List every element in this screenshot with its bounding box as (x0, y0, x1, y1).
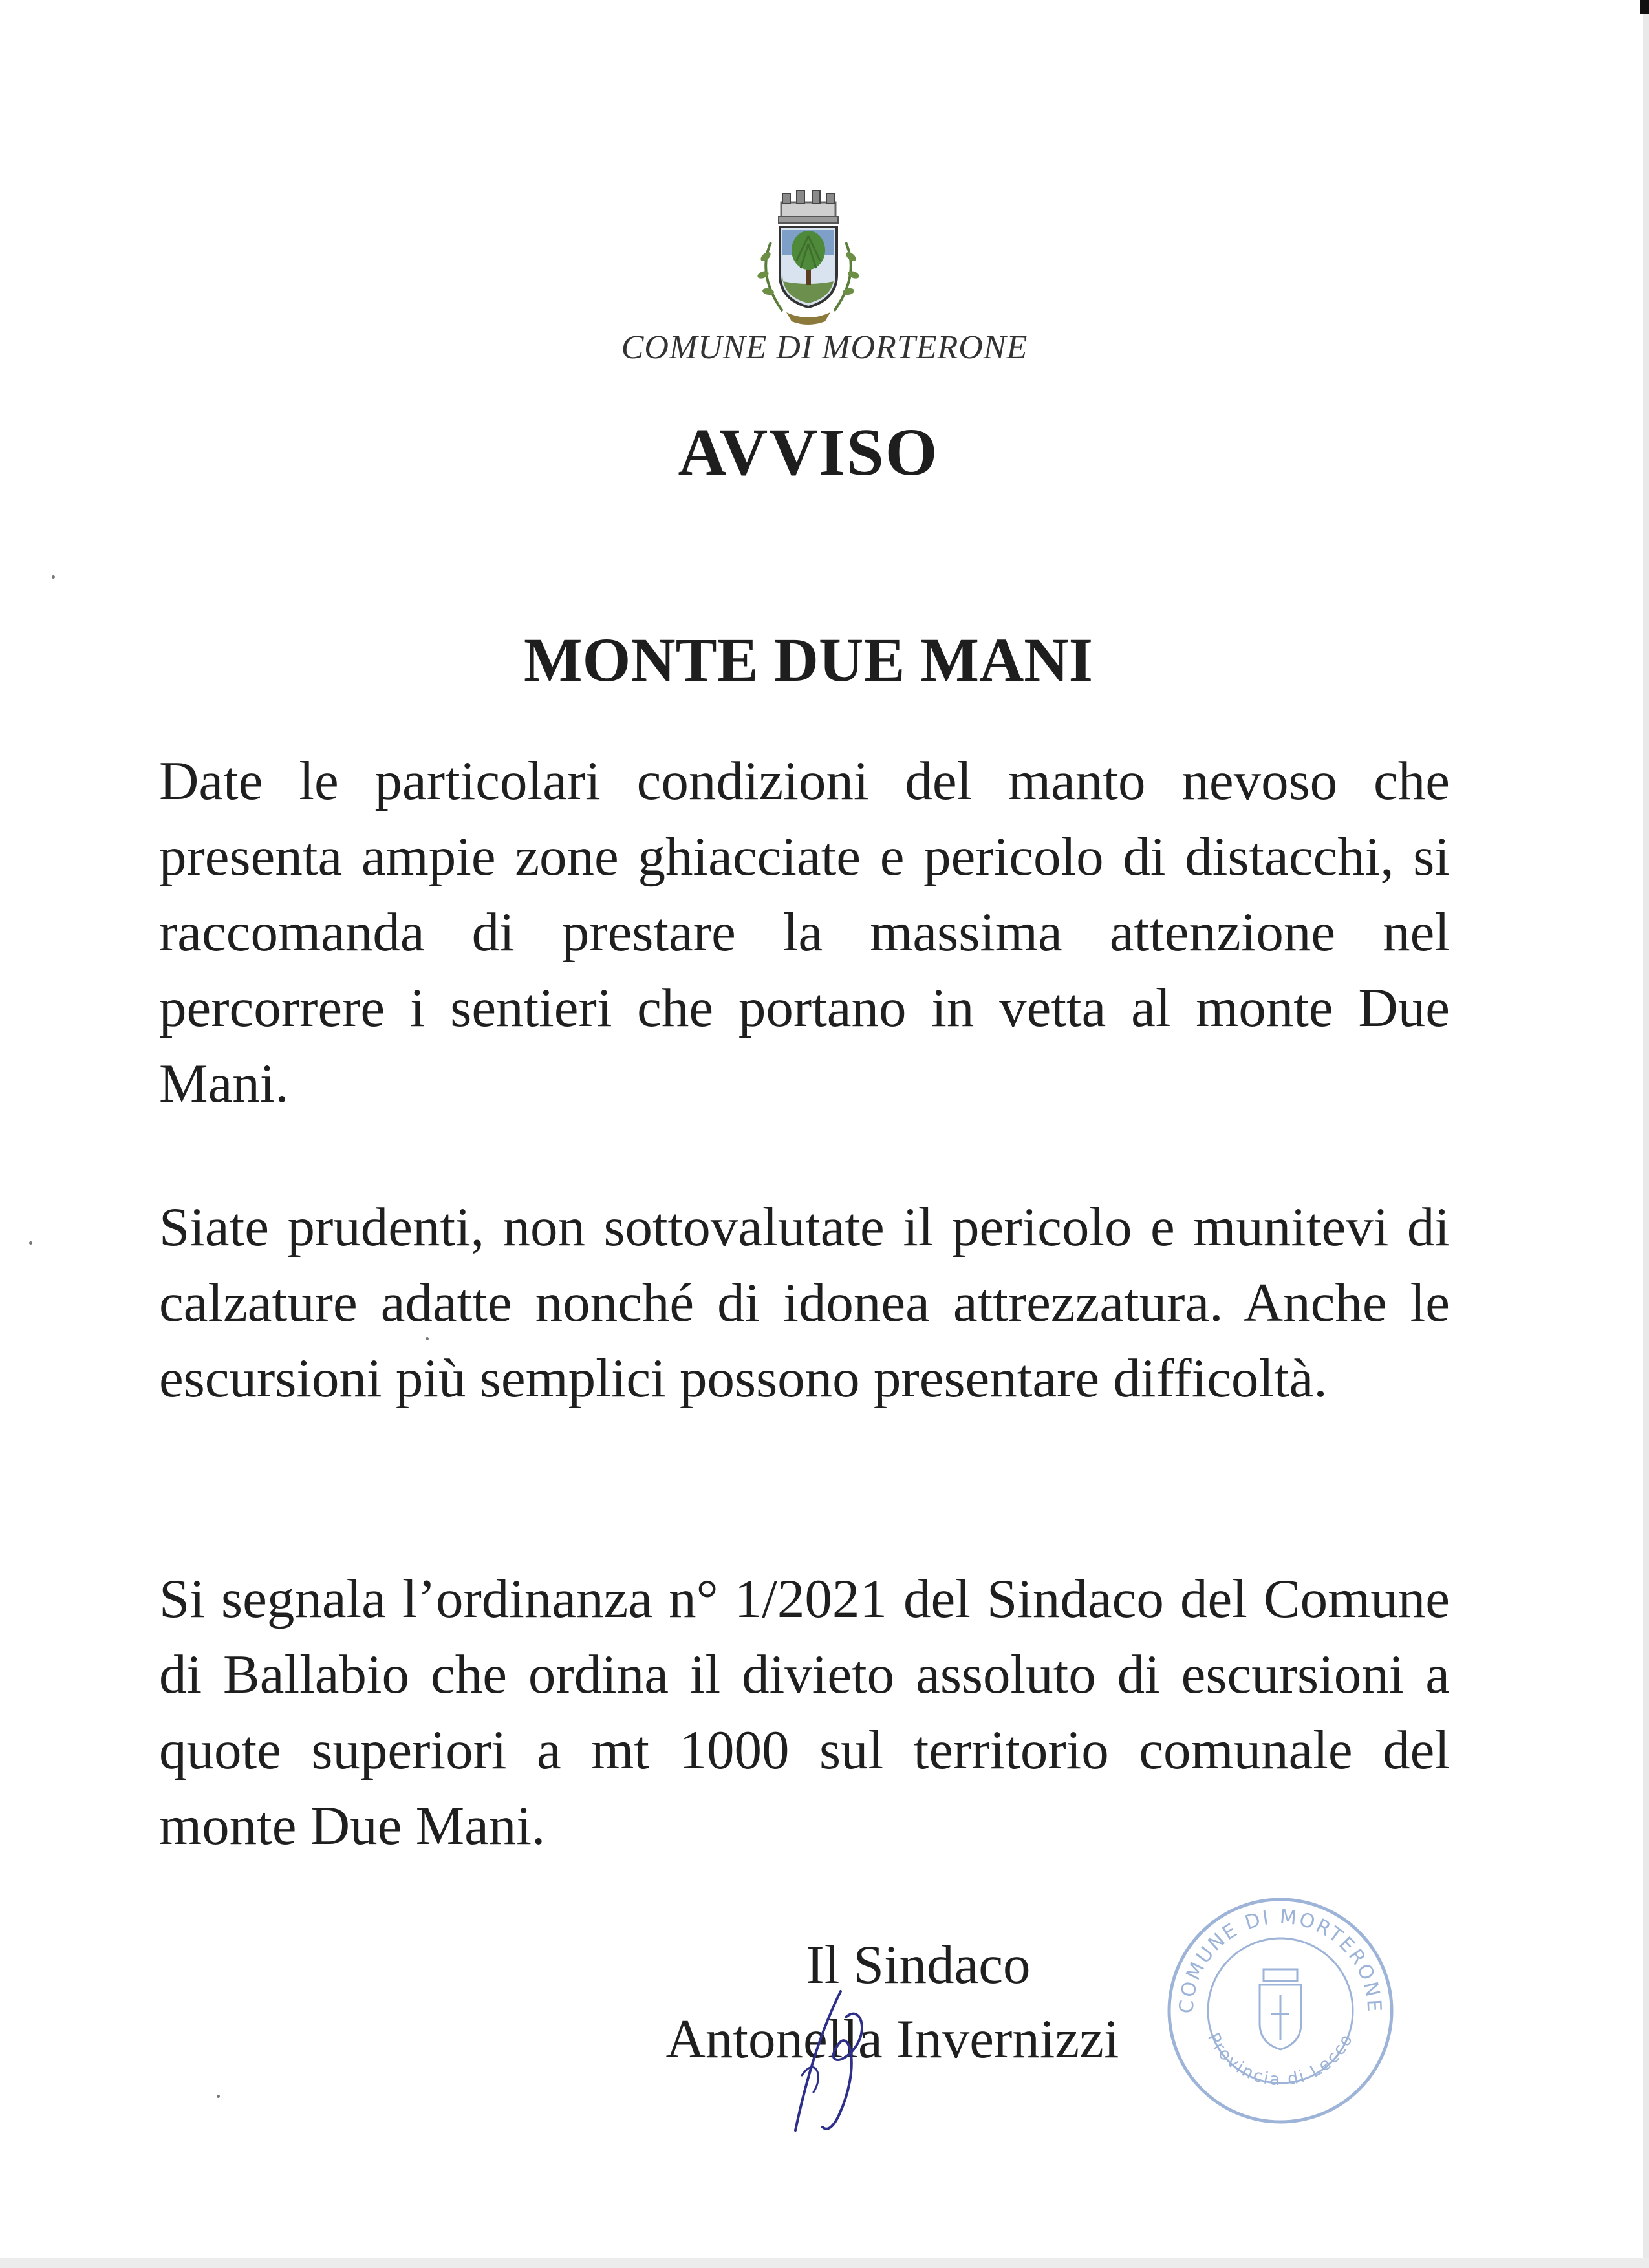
notice-paragraph-3: Si segnala l’ordinanza n° 1/2021 del Sindaco del Comune di Ballabio che ordina il divieto assoluto di escursioni a quote superiori a mt 1000 sul territorio comunale del monte Due Mani. (159, 1568, 1450, 1856)
stamp-text-top: COMUNE DI MORTERONE (1175, 1905, 1386, 2015)
notice-subject: MONTE DUE MANI (524, 625, 1093, 694)
notice-paragraph-1: Date le particolari condizioni del manto nevoso che presenta ampie zone ghiacciate e pericolo di distacchi, si raccomanda di prestare la massima attenzione nel percorrere i sentieri che portano in vetta al monte Due Mani. (159, 751, 1450, 1114)
stamp-text-bottom: Provincia di Lecco (1203, 2029, 1358, 2090)
town-name: COMUNE DI MORTERONE (621, 329, 1028, 366)
scan-edge-bottom (0, 2258, 1649, 2268)
notice-paragraph-2: Siate prudenti, non sottovalutate il pericolo e munitevi di calzature adatte nonché di idonea attrezzatura. Anche le escursioni più semplici possono presentare difficoltà. (159, 1197, 1450, 1409)
signatory-name: Antonella Invernizzi (665, 2009, 1119, 2070)
signatory-title: Il Sindaco (806, 1934, 1031, 1995)
notice-heading: AVVISO (678, 415, 939, 489)
scan-speck (29, 1241, 32, 1245)
handwritten-signature-icon (763, 1978, 905, 2140)
scan-speck (426, 1337, 429, 1340)
municipal-crest-icon (737, 184, 879, 330)
official-stamp-icon (1158, 1888, 1403, 2134)
scan-speck (52, 575, 55, 579)
scan-corner-mark (1640, 0, 1649, 14)
scan-speck (217, 2095, 220, 2098)
